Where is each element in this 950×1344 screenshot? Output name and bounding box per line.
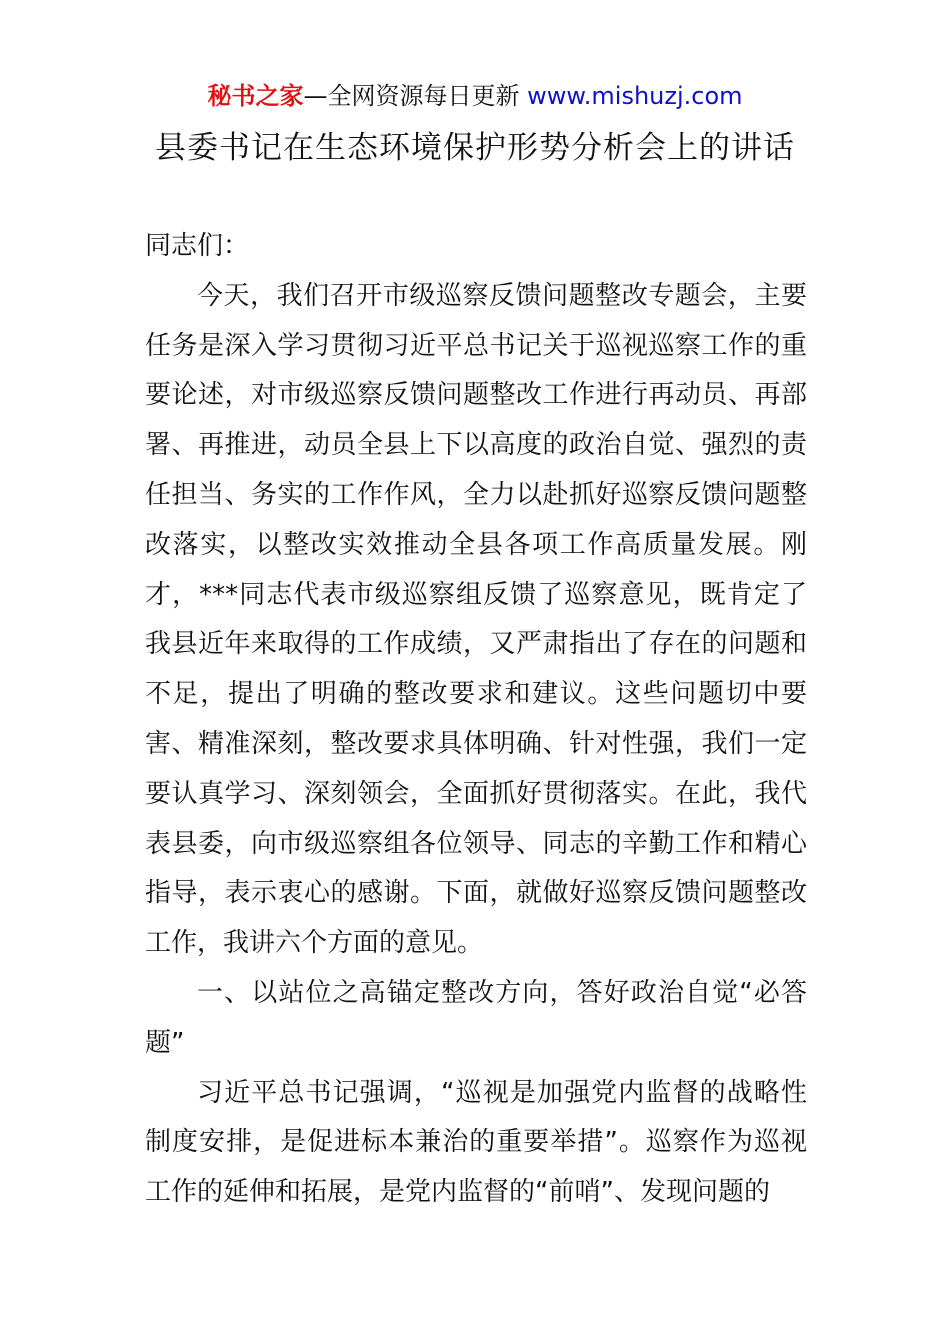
section-heading: 一、以站位之高锚定整改方向，答好政治自觉“必答题” [145,977,807,1058]
salutation: 同志们： [145,231,250,261]
site-url-link[interactable]: www.mishuzj.com [527,82,743,110]
brand-name: 秘书之家 [207,82,304,110]
document-body [145,222,807,1218]
site-header [0,80,950,112]
body-paragraph: 今天，我们召开市级巡察反馈问题整改专题会，主要任务是深入学习贯彻习近平总书记关于巡视巡察工作的重要论述，对市级巡察反馈问题整改工作进行再动员、再部署、再推进，动员全县上下以高度的政治自觉、强烈的责任担当、务实的工作作风，全力以赴抓好巡察反馈问题整改落实，以整改实效推动全县各项工作高质量发展。刚才，***同志代表市级巡察组反馈了巡察意见，既肯定了我县近年来取得的工作成绩，又严肃指出了存在的问题和不足，提出了明确的整改要求和建议。这些问题切中要害、精准深刻，整改要求具体明确、针对性强，我们一定要认真学习、深刻领会，全面抓好贯彻落实。在此，我代表县委，向市级巡察组各位领导、同志的辛勤工作和精心指导，表示衷心的感谢。下面，就做好巡察反馈问题整改工作，我讲六个方面的意见。 [145,280,807,959]
body-paragraph: 习近平总书记强调，“巡视是加强党内监督的战略性制度安排，是促进标本兼治的重要举措”。巡察作为巡视工作的延伸和拓展，是党内监督的“前哨”、发现问题的 [145,1077,807,1208]
header-tagline: —全网资源每日更新 [303,82,528,110]
document-title: 县委书记在生态环境保护形势分析会上的讲话 [155,130,795,166]
